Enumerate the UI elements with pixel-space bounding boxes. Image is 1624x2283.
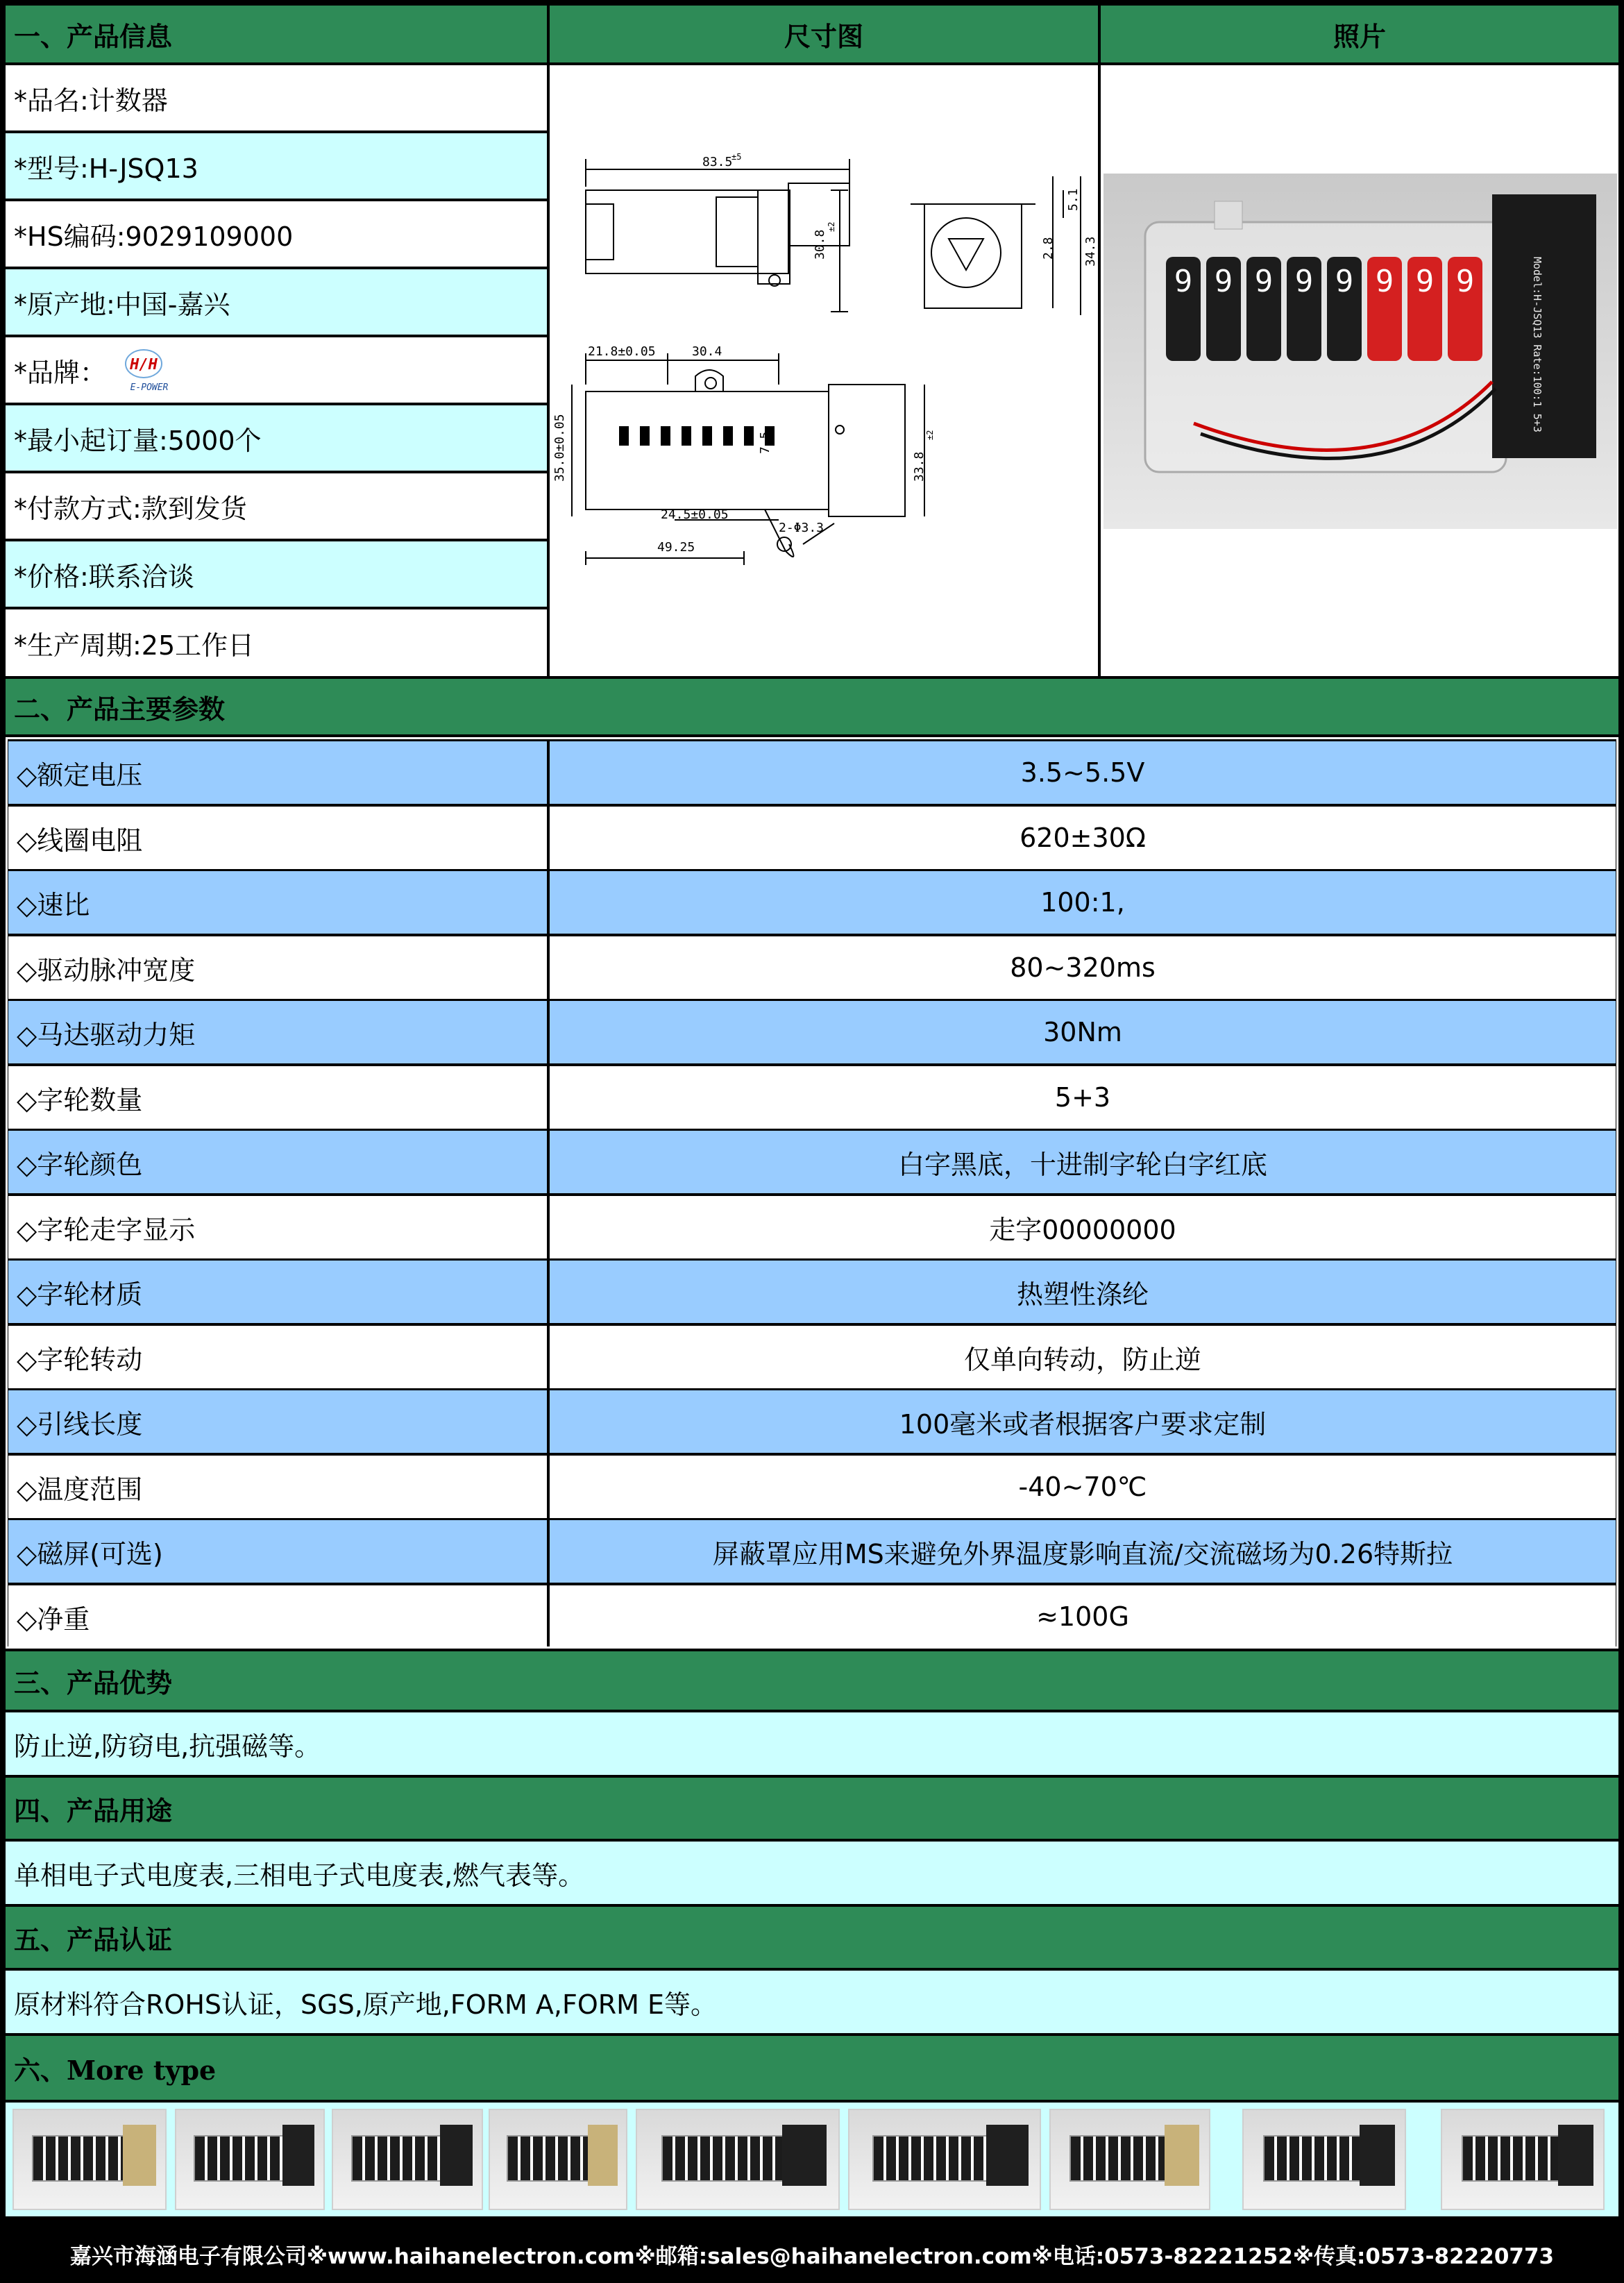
info-row-payment [6, 473, 547, 539]
param-label: ◇磁屏(可选) [8, 1520, 547, 1583]
more-type-thumbnail[interactable] [1441, 2109, 1605, 2210]
more-type-thumbnail[interactable] [1242, 2109, 1406, 2210]
motor-box-preview [588, 2125, 618, 2186]
info-row-origin [6, 269, 547, 335]
counter-digit: 9 [1294, 264, 1314, 299]
brand-logo-text: E-POWER [130, 382, 169, 393]
motor-box-preview [782, 2125, 827, 2186]
section-cert-header [6, 1907, 1618, 1968]
section-advantages-header [6, 1651, 1618, 1710]
param-value: 仅单向转动，防止逆 [550, 1326, 1616, 1388]
param-value: 80~320ms [550, 936, 1616, 999]
motor-box-preview [1558, 2125, 1593, 2186]
section-usage-header [6, 1778, 1618, 1839]
info-row-moq [6, 405, 547, 471]
info-text: *价格:联系洽谈 [14, 561, 194, 592]
param-label: ◇驱动脉冲宽度 [8, 936, 547, 999]
param-value: 100:1, [550, 871, 1616, 934]
param-value: 30Nm [550, 1001, 1616, 1063]
motor-box-preview [282, 2125, 315, 2186]
dim-label: ±5 [731, 152, 742, 162]
counter-wheels-preview [32, 2135, 126, 2182]
param-label: ◇引线长度 [8, 1390, 547, 1453]
param-label: ◇字轮转动 [8, 1326, 547, 1388]
dim-label: 2.8 [1041, 237, 1056, 260]
more-type-thumbnail[interactable] [489, 2109, 627, 2210]
param-value: ≈100G [550, 1585, 1616, 1648]
dim-label: 33.8 [912, 451, 927, 482]
counter-wheels-preview [1069, 2135, 1167, 2182]
cert-text [6, 1971, 1618, 2033]
photo-label: Model:H-JSQ13 Rate:100:1 5+3 [1531, 257, 1543, 432]
dim-label: 30.8 [813, 229, 827, 260]
dim-label: ±2 [925, 430, 935, 440]
footer [0, 2225, 1624, 2283]
info-text: *型号:H-JSQ13 [14, 153, 198, 184]
photo-title: 照片 [1333, 21, 1386, 52]
section-drawing-header [550, 6, 1098, 62]
counter-digit: 9 [1415, 264, 1435, 299]
dim-label: 24.5±0.05 [661, 507, 729, 522]
dim-label: 35.0±0.05 [552, 414, 567, 482]
info-row-brand [6, 337, 547, 403]
section-photo-header [1101, 6, 1618, 62]
dim-label: 83.5 [702, 155, 733, 169]
info-text: *生产周期:25工作日 [14, 630, 255, 661]
param-value: 屏蔽罩应用MS来避免外界温度影响直流/交流磁场为0.26特斯拉 [550, 1520, 1616, 1583]
param-label: ◇净重 [8, 1585, 547, 1648]
counter-wheels-preview [1462, 2135, 1561, 2182]
more-type-thumbnail[interactable] [332, 2109, 483, 2210]
info-text: *品名:计数器 [14, 85, 168, 116]
motor-box-preview [1360, 2125, 1395, 2186]
dim-label: 7.5 [758, 431, 772, 454]
param-label: ◇字轮材质 [8, 1261, 547, 1323]
info-text: *最小起订量:5000个 [14, 425, 262, 456]
dim-label: ±2 [827, 221, 836, 232]
info-row-name [6, 65, 547, 130]
dimension-drawing [550, 65, 1098, 676]
motor-box-preview [986, 2125, 1028, 2186]
product-photo-panel [1101, 65, 1618, 676]
param-value: 走字00000000 [550, 1196, 1616, 1258]
param-value: 3.5~5.5V [550, 741, 1616, 804]
param-value: 5+3 [550, 1066, 1616, 1129]
param-label: ◇字轮数量 [8, 1066, 547, 1129]
param-value: 620±30Ω [550, 807, 1616, 869]
section-advantages-title: 三、产品优势 [14, 1667, 173, 1699]
info-row-price [6, 541, 547, 607]
drawing-title: 尺寸图 [784, 21, 863, 52]
info-text: *付款方式:款到发货 [14, 493, 247, 524]
counter-digit: 9 [1254, 264, 1274, 299]
info-row-hs [6, 201, 547, 267]
advantages-text [6, 1712, 1618, 1775]
counter-digit: 9 [1174, 264, 1193, 299]
motor-box-preview [440, 2125, 473, 2186]
footer-contact: 嘉兴市海涵电子有限公司※www.haihanelectron.com※邮箱:sales@haihanelectron.com※电话:0573-82221252※传真:0573-82220773 [69, 2243, 1555, 2269]
more-type-thumbnail[interactable] [175, 2109, 325, 2210]
section-info-header [6, 6, 547, 62]
more-type-thumbnail[interactable] [636, 2109, 840, 2210]
param-label: ◇速比 [8, 871, 547, 934]
info-text: *HS编码:9029109000 [14, 221, 294, 252]
counter-digit: 9 [1455, 264, 1475, 299]
dim-label: 21.8±0.05 [588, 344, 656, 359]
motor-box-preview [123, 2125, 156, 2186]
more-type-thumbnail[interactable] [848, 2109, 1041, 2210]
param-value: 100毫米或者根据客户要求定制 [550, 1390, 1616, 1453]
counter-wheels-preview [661, 2135, 785, 2182]
info-text: *品牌： [14, 357, 107, 388]
counter-wheels-preview [194, 2135, 285, 2182]
section-usage-title: 四、产品用途 [14, 1795, 173, 1826]
cert-value: 原材料符合ROHS认证，SGS,原产地,FORM A,FORM E等。 [14, 1989, 718, 2020]
param-value: 白字黑底，十进制字轮白字红底 [550, 1131, 1616, 1193]
dim-label: 2-Φ3.3 [779, 521, 824, 535]
dim-label: 49.25 [657, 540, 695, 555]
dim-label: 5.1 [1066, 188, 1081, 211]
section-info-title: 一、产品信息 [14, 21, 173, 52]
dim-label: 34.3 [1083, 236, 1098, 267]
counter-wheels-preview [872, 2135, 989, 2182]
product-photo [1103, 174, 1617, 529]
param-value: 热塑性涤纶 [550, 1261, 1616, 1323]
counter-digit: 9 [1375, 264, 1394, 299]
section-more-header [6, 2036, 1618, 2100]
advantages-value: 防止逆,防窃电,抗强磁等。 [14, 1730, 321, 1762]
usage-text [6, 1842, 1618, 1904]
param-label: ◇温度范围 [8, 1456, 547, 1518]
section-params-title: 二、产品主要参数 [14, 693, 226, 725]
param-label: ◇字轮走字显示 [8, 1196, 547, 1258]
param-label: ◇线圈电阻 [8, 807, 547, 869]
section-params-header [6, 679, 1618, 734]
counter-digit: 9 [1214, 264, 1233, 299]
info-row-leadtime [6, 609, 547, 676]
param-value: -40~70℃ [550, 1456, 1616, 1518]
param-label: ◇字轮颜色 [8, 1131, 547, 1193]
brand-logo-mark: H/H [130, 356, 158, 373]
param-label: ◇马达驱动力矩 [8, 1001, 547, 1063]
counter-wheels-preview [1263, 2135, 1362, 2182]
more-type-thumbnail[interactable] [1049, 2109, 1210, 2210]
brand-logo [120, 346, 183, 394]
more-type-thumbnail[interactable] [12, 2109, 167, 2210]
counter-wheels-preview [507, 2135, 591, 2182]
dim-label: 30.4 [692, 344, 722, 359]
counter-wheels-preview [351, 2135, 443, 2182]
section-more-title: 六、More type [14, 2054, 217, 2086]
param-label: ◇额定电压 [8, 741, 547, 804]
section-cert-title: 五、产品认证 [14, 1924, 173, 1955]
info-text: *原产地:中国-嘉兴 [14, 289, 230, 320]
info-row-model [6, 133, 547, 199]
counter-digit: 9 [1335, 264, 1354, 299]
motor-box-preview [1165, 2125, 1199, 2186]
usage-value: 单相电子式电度表,三相电子式电度表,燃气表等。 [14, 1860, 585, 1891]
